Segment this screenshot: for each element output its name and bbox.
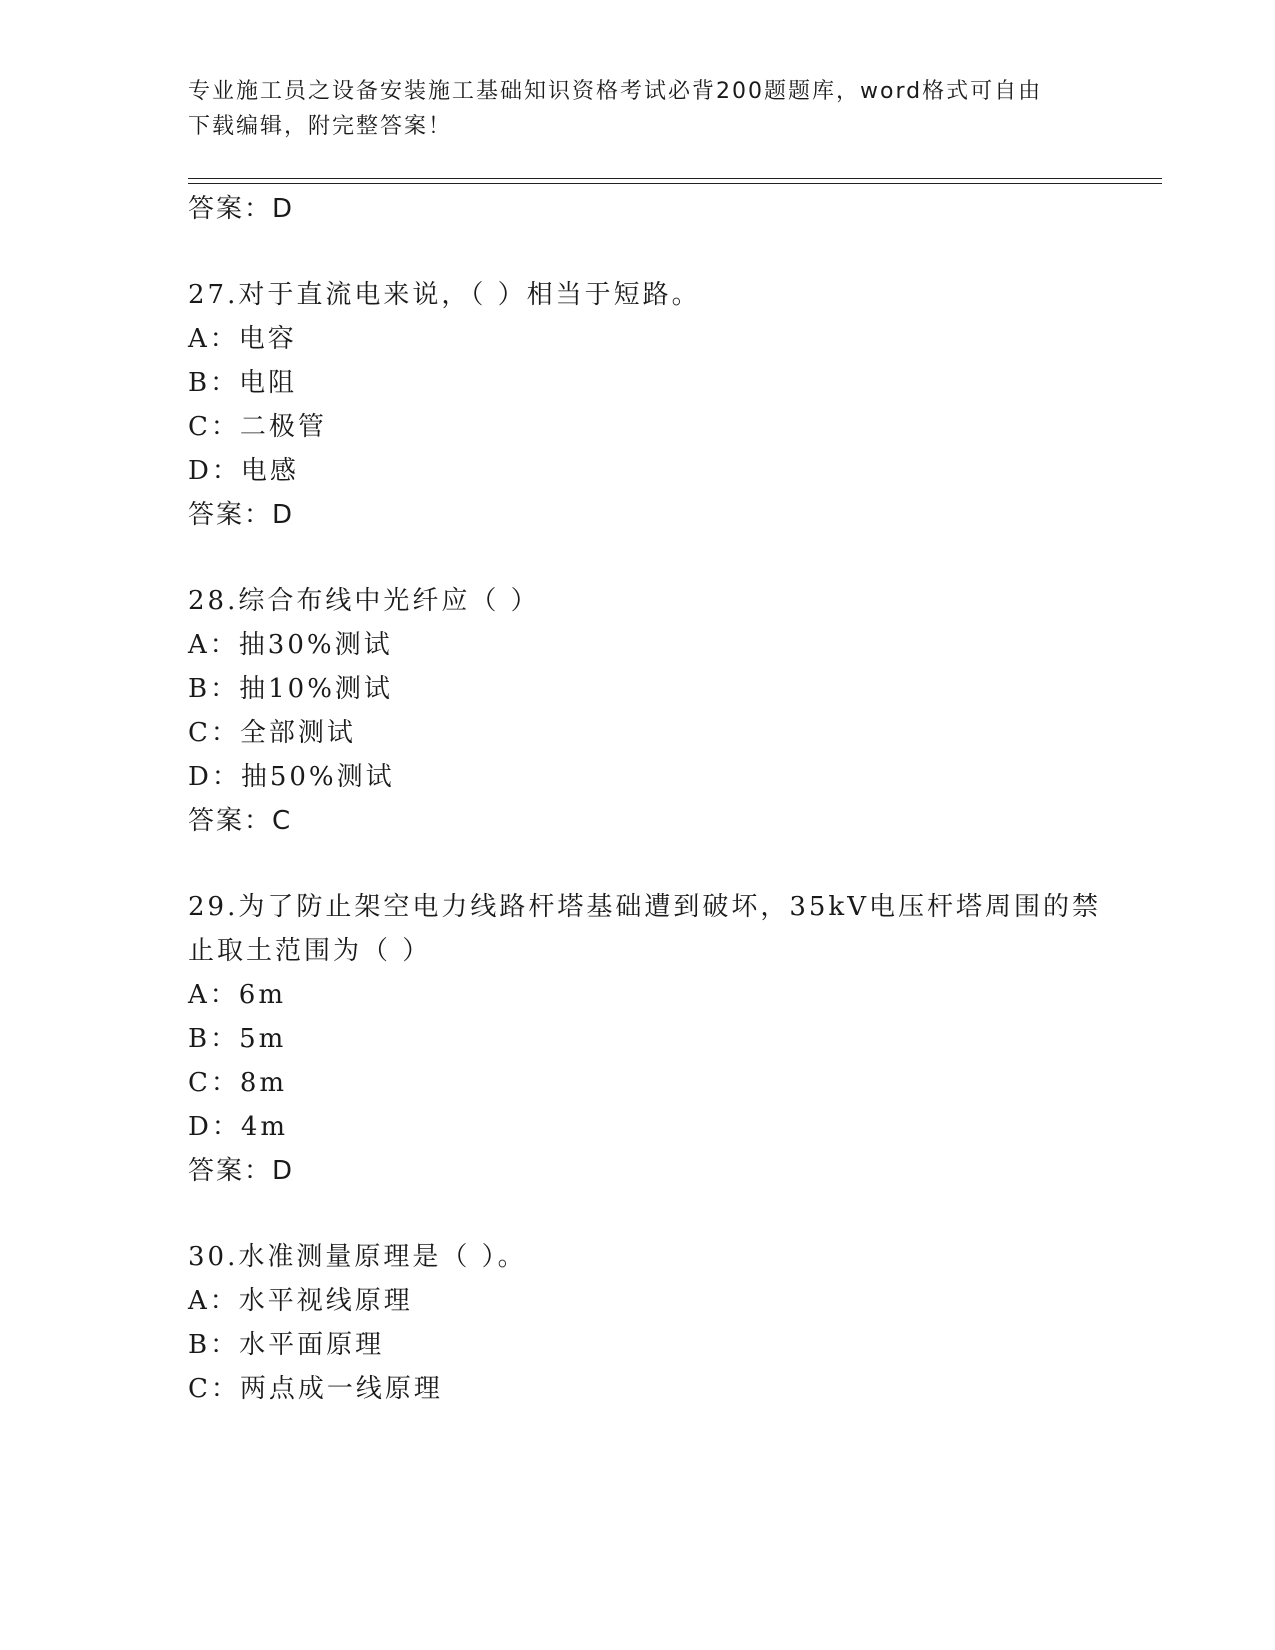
document-header <box>188 74 1088 144</box>
q28-option-b: B：抽10%测试 <box>188 674 393 704</box>
q28-option-d: D：抽50%测试 <box>188 762 395 792</box>
header-divider-top <box>188 178 1162 179</box>
q30-option-b: B：水平面原理 <box>188 1330 385 1360</box>
q29-option-a: A：6m <box>188 980 286 1010</box>
q28-option-a: A：抽30%测试 <box>188 630 393 660</box>
header-divider-bottom <box>188 183 1162 184</box>
q30-option-c: C：两点成一线原理 <box>188 1374 443 1404</box>
header-line-1: 专业施工员之设备安装施工基础知识资格考试必背200题题库，word格式可自由 <box>188 79 1043 104</box>
question-29-line-1: 29.为了防止架空电力线路杆塔基础遭到破坏，35kV电压杆塔周围的禁 <box>188 892 1101 922</box>
q28-answer: 答案：C <box>188 806 293 836</box>
q29-answer: 答案：D <box>188 1156 295 1186</box>
q28-option-c: C：全部测试 <box>188 718 356 748</box>
question-28: 28.综合布线中光纤应（ ） <box>188 586 540 616</box>
q27-answer: 答案：D <box>188 500 295 530</box>
q27-option-a: A：电容 <box>188 324 297 354</box>
question-30: 30.水准测量原理是（ ）。 <box>188 1242 527 1272</box>
q27-option-b: B：电阻 <box>188 368 298 398</box>
question-27: 27.对于直流电来说，（ ）相当于短路。 <box>188 280 701 310</box>
q27-option-c: C：二极管 <box>188 412 327 442</box>
q27-option-d: D：电感 <box>188 456 299 486</box>
q30-option-a: A：水平视线原理 <box>188 1286 413 1316</box>
header-line-2: 下载编辑，附完整答案！ <box>188 114 453 139</box>
q29-option-b: B：5m <box>188 1024 287 1054</box>
question-29-line-2: 止取土范围为（ ） <box>188 936 432 966</box>
q29-option-d: D：4m <box>188 1112 289 1142</box>
answer-26: 答案：D <box>188 194 295 224</box>
q29-option-c: C：8m <box>188 1068 288 1098</box>
